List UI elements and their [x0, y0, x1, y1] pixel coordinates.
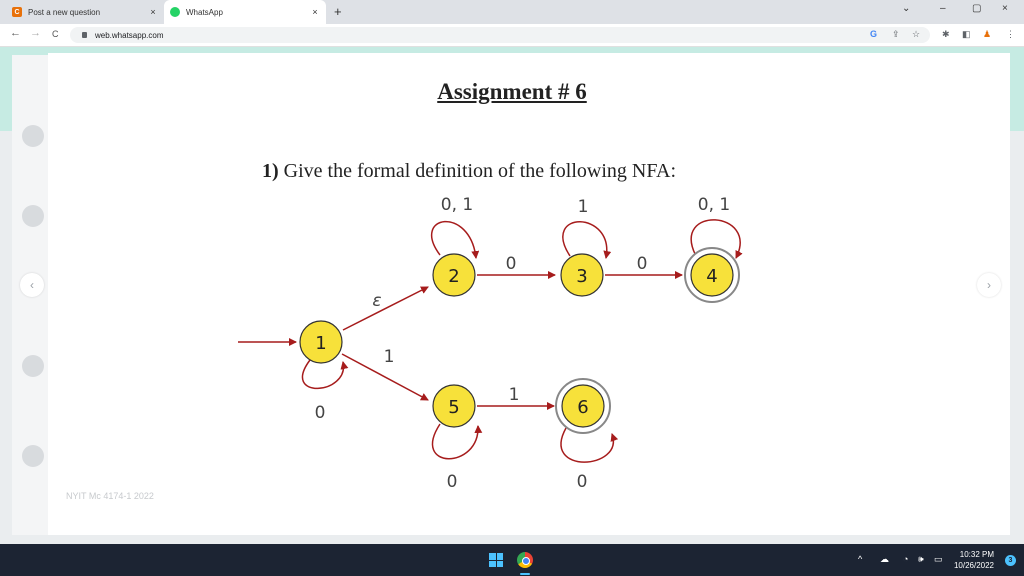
state-3 — [561, 254, 603, 296]
svg-text:4: 4 — [706, 266, 718, 287]
label-edge-5-6: 1 — [508, 385, 520, 405]
state-6-accepting — [556, 379, 610, 433]
faint-caption: NYIT Mc 4174-1 2022 — [66, 491, 154, 501]
label-edge-1-5: 1 — [383, 347, 395, 367]
state-2 — [433, 254, 475, 296]
profile-icon[interactable]: ♟ — [983, 29, 992, 39]
tab-title: WhatsApp — [186, 7, 223, 17]
back-icon[interactable]: ← — [10, 27, 21, 39]
share-icon[interactable]: ⇪ — [892, 29, 900, 39]
forward-icon[interactable]: → — [30, 27, 41, 39]
svg-text:1: 1 — [315, 333, 327, 354]
minimize-icon[interactable]: – — [940, 3, 946, 14]
extensions-icon[interactable]: ✱ — [942, 29, 950, 39]
windows-start-icon[interactable] — [489, 553, 503, 567]
label-edge-1-2: ε — [372, 291, 382, 311]
clock-date: 10/26/2022 — [953, 561, 994, 570]
window-close-icon[interactable]: × — [1002, 3, 1008, 14]
tab-title: Post a new question — [28, 7, 101, 17]
side-panel-icon[interactable]: ◧ — [962, 29, 971, 39]
label-loop-4: 0, 1 — [697, 195, 731, 215]
state-5 — [433, 385, 475, 427]
label-loop-3: 1 — [577, 197, 589, 217]
svg-text:2: 2 — [448, 266, 460, 287]
wifi-icon[interactable]: ◔ — [903, 554, 909, 564]
restore-icon[interactable]: ▢ — [972, 3, 982, 14]
loop-2 — [432, 222, 476, 258]
url-text: web.whatsapp.com — [95, 30, 164, 40]
notification-badge[interactable]: 3 — [1005, 555, 1016, 566]
windows-taskbar — [0, 544, 1024, 576]
chevron-left-icon: ‹ — [30, 278, 34, 292]
label-edge-2-3: 0 — [505, 254, 517, 274]
label-edge-3-4: 0 — [636, 254, 648, 274]
label-loop-1: 0 — [314, 403, 326, 423]
loop-1 — [302, 360, 343, 388]
battery-icon[interactable]: ▭ — [934, 554, 943, 564]
chrome-taskbar-icon[interactable] — [517, 552, 533, 568]
system-clock[interactable] — [954, 549, 994, 571]
reload-icon[interactable]: C — [52, 29, 59, 39]
svg-text:3: 3 — [576, 266, 588, 287]
tab-close-icon[interactable]: × — [150, 7, 156, 17]
label-loop-5: 0 — [446, 472, 458, 492]
new-tab-button[interactable]: + — [334, 4, 342, 19]
tab-close-icon[interactable]: × — [312, 7, 318, 17]
onedrive-cloud-icon[interactable]: ☁ — [880, 554, 889, 564]
tab-search-icon[interactable]: ⌄ — [902, 3, 911, 14]
chevron-right-icon: › — [987, 278, 991, 292]
google-icon[interactable]: G — [870, 29, 878, 39]
assignment-title: Assignment # 6 — [437, 79, 587, 104]
loop-3 — [563, 222, 607, 258]
svg-text:6: 6 — [577, 397, 589, 418]
svg-text:5: 5 — [448, 397, 460, 418]
loop-5 — [433, 424, 479, 459]
star-icon[interactable]: ☆ — [912, 29, 921, 39]
question-number: 1) — [262, 160, 279, 182]
clock-time: 10:32 PM — [959, 550, 994, 559]
edge-1-2 — [343, 287, 428, 330]
state-1 — [300, 321, 342, 363]
chegg-c-icon: C — [12, 7, 22, 17]
volume-icon[interactable]: 🕪 — [918, 554, 924, 564]
state-4-accepting — [685, 248, 739, 302]
label-loop-2: 0, 1 — [440, 195, 474, 215]
active-app-indicator — [520, 573, 530, 575]
label-loop-6: 0 — [576, 472, 588, 492]
tray-chevron-icon[interactable]: ^ — [858, 554, 863, 564]
question-text: Give the formal definition of the following NFA: — [283, 160, 677, 182]
menu-icon[interactable]: ⋮ — [1006, 29, 1015, 39]
